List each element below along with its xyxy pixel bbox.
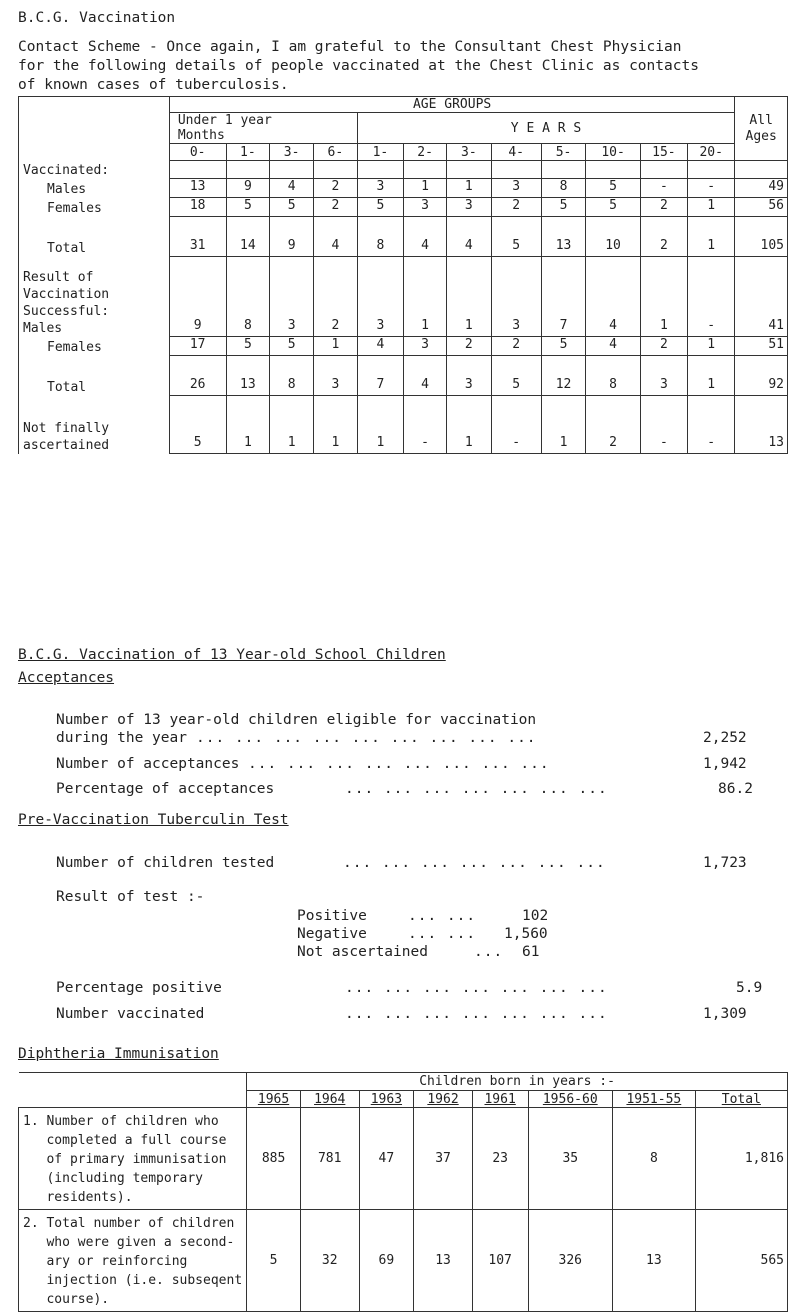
cell-value: 5 xyxy=(226,337,270,356)
cell-value: 13 xyxy=(735,396,788,454)
cell-value: 2 xyxy=(640,198,687,217)
cell-value: - xyxy=(688,179,735,198)
cell-value: 5 xyxy=(491,217,541,257)
cell-value: 13 xyxy=(613,1210,696,1312)
cell-value: 4 xyxy=(447,217,492,257)
cell-value: 3 xyxy=(404,337,447,356)
row-label: 2. Total number of children who were given a second- ary or reinforcing injection (i.e. subseqent course). xyxy=(19,1210,247,1312)
cell-value: 23 xyxy=(472,1108,528,1210)
year-col-header: Total xyxy=(695,1091,787,1108)
cell-value: 885 xyxy=(247,1108,301,1210)
cell-value xyxy=(447,161,492,179)
cell-value: 3 xyxy=(640,356,687,396)
cell-value: 8 xyxy=(613,1108,696,1210)
cell-value: 5 xyxy=(169,396,226,454)
cell-value: 2 xyxy=(640,337,687,356)
cell-value: 3 xyxy=(313,356,357,396)
cell-value: 3 xyxy=(447,356,492,396)
tested-label: Number of children tested xyxy=(56,855,275,871)
pct-positive-label: Percentage positive xyxy=(56,980,222,996)
section-title: B.C.G. Vaccination xyxy=(18,10,176,26)
cell-value: 7 xyxy=(357,356,403,396)
age-col-header: 20- xyxy=(688,144,735,161)
cell-value: - xyxy=(491,396,541,454)
percentage-label: Percentage of acceptances xyxy=(56,781,275,797)
cell-value: 35 xyxy=(528,1108,613,1210)
cell-value: 10 xyxy=(586,217,640,257)
cell-value: 1,816 xyxy=(695,1108,787,1210)
cell-value: 18 xyxy=(169,198,226,217)
cell-value: 3 xyxy=(447,198,492,217)
age-col-header: 1- xyxy=(357,144,403,161)
cell-value: 9 xyxy=(169,257,226,337)
table-row xyxy=(19,396,788,454)
cell-value: 13 xyxy=(226,356,270,396)
cell-value xyxy=(313,161,357,179)
age-col-header: 10- xyxy=(586,144,640,161)
acceptances-label: Number of acceptances xyxy=(56,756,240,772)
row-label: Females xyxy=(19,337,170,356)
cell-value: 2 xyxy=(313,257,357,337)
cell-value: 5 xyxy=(270,337,314,356)
cell-value: 41 xyxy=(735,257,788,337)
cell-value: 1 xyxy=(688,198,735,217)
table-row xyxy=(19,356,788,396)
percentage-value: 86.2 xyxy=(718,781,753,797)
cell-value: 4 xyxy=(270,179,314,198)
cell-value: 4 xyxy=(586,337,640,356)
vaccinated-label: Number vaccinated xyxy=(56,1006,205,1022)
cell-value: 56 xyxy=(735,198,788,217)
cell-value: 5 xyxy=(357,198,403,217)
age-col-header: 3- xyxy=(447,144,492,161)
cell-value xyxy=(688,161,735,179)
cell-value: 4 xyxy=(404,356,447,396)
cell-value: 2 xyxy=(640,217,687,257)
row-label: Result of Vaccination Successful: Males xyxy=(19,257,170,337)
year-col-header: 1951-55 xyxy=(613,1091,696,1108)
cell-value: 51 xyxy=(735,337,788,356)
cell-value: 5 xyxy=(586,179,640,198)
cell-value: - xyxy=(640,179,687,198)
age-col-header: 2- xyxy=(404,144,447,161)
cell-value: 9 xyxy=(270,217,314,257)
cell-value: 13 xyxy=(414,1210,473,1312)
tested-value: 1,723 xyxy=(703,855,747,871)
table-row xyxy=(19,1108,788,1210)
school-title: B.C.G. Vaccination of 13 Year-old School Children xyxy=(18,647,446,663)
cell-value: 4 xyxy=(586,257,640,337)
cell-value: 8 xyxy=(226,257,270,337)
year-col-header: 1965 xyxy=(247,1091,301,1108)
result-label: Result of test :- xyxy=(56,889,205,905)
cell-value: 1 xyxy=(357,396,403,454)
cell-value: 8 xyxy=(357,217,403,257)
cell-value: 26 xyxy=(169,356,226,396)
cell-value: 1 xyxy=(404,257,447,337)
cell-value: 1 xyxy=(688,337,735,356)
cell-value: 105 xyxy=(735,217,788,257)
pretest-heading: Pre-Vaccination Tuberculin Test xyxy=(18,812,289,828)
cell-value xyxy=(586,161,640,179)
cell-value: 1 xyxy=(640,257,687,337)
cell-value: 9 xyxy=(226,179,270,198)
cell-value: 5 xyxy=(270,198,314,217)
cell-value: 13 xyxy=(169,179,226,198)
cell-value xyxy=(640,161,687,179)
year-col-header: 1963 xyxy=(359,1091,414,1108)
cell-value: 1 xyxy=(447,396,492,454)
age-groups-header: AGE GROUPS xyxy=(169,97,734,113)
cell-value: - xyxy=(404,396,447,454)
cell-value xyxy=(541,161,586,179)
intro-line-2: for the following details of people vaccinated at the Chest Clinic as contacts xyxy=(18,58,699,74)
cell-value xyxy=(270,161,314,179)
cell-value: 3 xyxy=(491,179,541,198)
cell-value: - xyxy=(640,396,687,454)
age-col-header: 15- xyxy=(640,144,687,161)
cell-value: 3 xyxy=(270,257,314,337)
cell-value: 4 xyxy=(313,217,357,257)
cell-value: 1 xyxy=(447,179,492,198)
cell-value: 1 xyxy=(313,396,357,454)
cell-value xyxy=(357,161,403,179)
vaccinated-value: 1,309 xyxy=(703,1006,747,1022)
acceptances-value: 1,942 xyxy=(703,756,747,772)
cell-value: 565 xyxy=(695,1210,787,1312)
cell-value: 37 xyxy=(414,1108,473,1210)
year-col-header: 1956-60 xyxy=(528,1091,613,1108)
age-col-header: 0- xyxy=(169,144,226,161)
eligible-label-2: during the year xyxy=(56,730,187,746)
year-col-header: 1961 xyxy=(472,1091,528,1108)
cell-value: 2 xyxy=(491,337,541,356)
table-row xyxy=(19,179,788,198)
cell-value: 4 xyxy=(357,337,403,356)
row-label: Not finally ascertained xyxy=(19,396,170,454)
row-label: 1. Number of children who completed a full course of primary immunisation (including temporary residents). xyxy=(19,1108,247,1210)
cell-value: 5 xyxy=(586,198,640,217)
negative-value: 1,560 xyxy=(504,926,548,942)
cell-value: 4 xyxy=(404,217,447,257)
cell-value: 5 xyxy=(541,198,586,217)
cell-value: 3 xyxy=(491,257,541,337)
cell-value xyxy=(226,161,270,179)
contact-scheme-table xyxy=(18,96,788,454)
cell-value: 3 xyxy=(404,198,447,217)
cell-value: 107 xyxy=(472,1210,528,1312)
cell-value: 8 xyxy=(270,356,314,396)
cell-value: 5 xyxy=(541,337,586,356)
cell-value: 1 xyxy=(270,396,314,454)
positive-label: Positive xyxy=(297,908,367,924)
age-col-header: 3- xyxy=(270,144,314,161)
cell-value xyxy=(491,161,541,179)
cell-value: - xyxy=(688,257,735,337)
not-ascertained-label: Not ascertained xyxy=(297,944,428,960)
table-row xyxy=(19,161,788,179)
cell-value: - xyxy=(688,396,735,454)
cell-value: 69 xyxy=(359,1210,414,1312)
cell-value: 92 xyxy=(735,356,788,396)
cell-value: 5 xyxy=(491,356,541,396)
table-row xyxy=(19,257,788,337)
cell-value: 49 xyxy=(735,179,788,198)
cell-value: 781 xyxy=(300,1108,359,1210)
cell-value xyxy=(735,161,788,179)
all-ages-header: All Ages xyxy=(735,97,788,161)
cell-value: 2 xyxy=(447,337,492,356)
cell-value: 1 xyxy=(447,257,492,337)
cell-value xyxy=(169,161,226,179)
cell-value: 2 xyxy=(313,179,357,198)
cell-value: 7 xyxy=(541,257,586,337)
cell-value: 1 xyxy=(313,337,357,356)
diphtheria-table xyxy=(18,1072,788,1312)
cell-value: 1 xyxy=(541,396,586,454)
not-ascertained-value: 61 xyxy=(522,944,540,960)
eligible-value: 2,252 xyxy=(703,730,747,746)
table-row xyxy=(19,217,788,257)
cell-value: 2 xyxy=(491,198,541,217)
years-header: Y E A R S xyxy=(357,113,735,144)
age-col-header: 4- xyxy=(491,144,541,161)
cell-value: 14 xyxy=(226,217,270,257)
negative-label: Negative xyxy=(297,926,367,942)
table-row xyxy=(19,1210,788,1312)
intro-line-3: of known cases of tuberculosis. xyxy=(18,77,289,93)
cell-value: 5 xyxy=(247,1210,301,1312)
positive-value: 102 xyxy=(522,908,549,924)
cell-value: 3 xyxy=(357,179,403,198)
children-born-header: Children born in years :- xyxy=(247,1073,788,1091)
row-label: Vaccinated: xyxy=(19,161,170,179)
table-row xyxy=(19,198,788,217)
eligible-label: Number of 13 year-old children eligible for vaccination xyxy=(56,712,537,728)
cell-value: 31 xyxy=(169,217,226,257)
cell-value: 1 xyxy=(226,396,270,454)
row-label: Total xyxy=(19,356,170,396)
cell-value: 1 xyxy=(688,217,735,257)
diphtheria-heading: Diphtheria Immunisation xyxy=(18,1046,219,1062)
cell-value: 8 xyxy=(586,356,640,396)
intro-line-1: Contact Scheme - Once again, I am grateful to the Consultant Chest Physician xyxy=(18,39,682,55)
cell-value: 17 xyxy=(169,337,226,356)
cell-value: 13 xyxy=(541,217,586,257)
age-col-header: 6- xyxy=(313,144,357,161)
cell-value: 12 xyxy=(541,356,586,396)
year-col-header: 1964 xyxy=(300,1091,359,1108)
cell-value: 2 xyxy=(586,396,640,454)
table-row xyxy=(19,337,788,356)
cell-value: 47 xyxy=(359,1108,414,1210)
cell-value: 2 xyxy=(313,198,357,217)
row-label: Total xyxy=(19,217,170,257)
row-label: Females xyxy=(19,198,170,217)
cell-value: 1 xyxy=(404,179,447,198)
row-label: Males xyxy=(19,179,170,198)
age-col-header: 1- xyxy=(226,144,270,161)
age-col-header: 5- xyxy=(541,144,586,161)
cell-value xyxy=(404,161,447,179)
cell-value: 8 xyxy=(541,179,586,198)
acceptances-heading: Acceptances xyxy=(18,670,115,686)
cell-value: 3 xyxy=(357,257,403,337)
cell-value: 5 xyxy=(226,198,270,217)
under-1-year-header: Under 1 year Months xyxy=(169,113,357,144)
cell-value: 32 xyxy=(300,1210,359,1312)
cell-value: 1 xyxy=(688,356,735,396)
year-col-header: 1962 xyxy=(414,1091,473,1108)
pct-positive-value: 5.9 xyxy=(736,980,763,996)
cell-value: 326 xyxy=(528,1210,613,1312)
